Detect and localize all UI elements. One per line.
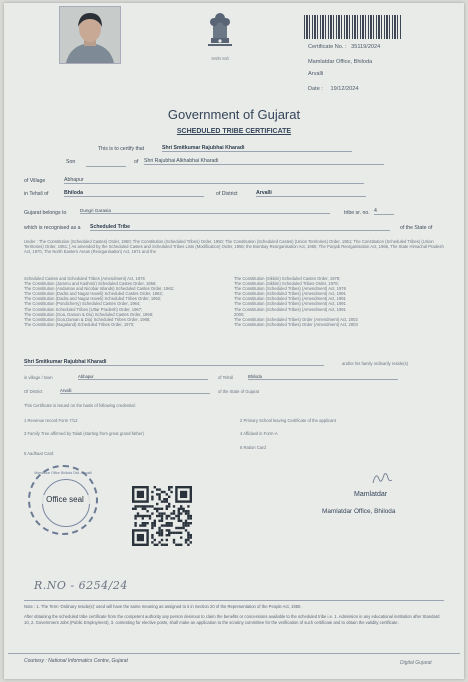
- office-line1: Mamlatdar Office, Bhiloda: [308, 59, 373, 65]
- tehsil-value: Bhiloda: [64, 190, 204, 197]
- note-divider: [24, 600, 444, 601]
- certificate-page: [4, 3, 464, 679]
- tribe-no-label: tribe sr. no.: [344, 210, 370, 216]
- office-seal-stamp: [28, 465, 98, 535]
- son-label: Son: [66, 159, 76, 165]
- order-item: Scheduled Castes and Scheduled Tribes (Amendment) Act, 1976: [24, 276, 145, 281]
- order-item: The Constitution (Scheduled Tribes) Order (Amendment) Act, 2002: [234, 316, 358, 322]
- tehsil-label: in Tehsil of: [24, 191, 49, 197]
- credential-item: 1 Revenue record Form 7/12: [24, 418, 78, 423]
- qr-code-icon: [132, 486, 192, 546]
- order-item: The Constitution (Scheduled Tribes) (Amendment) Act, 1991: [234, 301, 346, 307]
- note-1: Note : 1. The Term 'Ordinary reside(s)' used will have the same meaning as assigned to it in Section 20 of the Representation of the People Act, 1950.: [24, 604, 302, 609]
- order-item: The Constitution (Andaman and Nicobar Islands) Scheduled Castes Order, 1962;: [24, 286, 175, 292]
- district-value: Arvalli: [256, 190, 366, 197]
- applicant-photo: [59, 6, 121, 64]
- family-reside-text: and/or his family ordinarily reside(s): [342, 361, 409, 366]
- resides-village: Abhapur: [78, 374, 208, 380]
- credential-item: 5 Aadhaar Card: [24, 451, 54, 456]
- order-item: The Constitution (Nagaland) Scheduled Tribes Order, 1970;: [24, 321, 135, 327]
- order-item: The Constitution (Dadra and Nagar Haveli) Scheduled Tribes Order, 1962;: [24, 296, 162, 302]
- of-label: of: [134, 159, 139, 165]
- order-item: The Constitution Scheduled Tribes (Uttar Pradesh) Order, 1967;: [24, 306, 143, 312]
- order-item: The Constitution (Jammu and Kashmir) Scheduled Castes Order, 1956;: [24, 281, 157, 287]
- order-item: The Constitution (Pondicherry) Scheduled Castes Order, 1964;: [24, 301, 141, 307]
- order-item: The Constitution (Scheduled Tribes) (Amendment) Act, 1991: [234, 296, 346, 302]
- credential-item: 4 Affidavit in Form-A: [240, 431, 278, 436]
- page-title: Government of Gujarat: [167, 107, 301, 122]
- handwritten-rno: R.NO - 6254/24: [34, 579, 128, 592]
- order-item: The Constitution (Dadra and Nagar Haveli) Scheduled Castes Order, 1962;: [24, 291, 163, 297]
- signature-mark-icon: [370, 469, 394, 492]
- note-2: After obtaining the scheduled tribe certificate from the competent authority any person desirous to claim the benefits or concessions available to the scheduled tribe i.e. 1. Admission in any educational institution after Standard 10, 2. Government Jobs (Public Employment), 3. contesting for elective posts, shall make an application to the scrutiny committee for the verification of such certificate and to obtain the validity certificate.: [24, 614, 440, 625]
- order-item: The Constitution (Sikkim) Scheduled Tribes Order, 1978;: [234, 281, 339, 287]
- belongs-label: Gujarat belongs to: [24, 210, 67, 216]
- footer-courtesy: Courtesy : National Informatics Centre, Gujarat: [24, 658, 128, 664]
- footer-right: Digital Gujarat: [400, 660, 432, 666]
- footer-divider: [8, 653, 460, 654]
- state-label: of the State of: [400, 225, 433, 231]
- state-emblem-icon: [202, 8, 238, 60]
- recognised-as: Scheduled Tribe: [90, 224, 390, 231]
- applicant-name: Shri Smitkumar Rajubhai Kharadi: [162, 145, 352, 152]
- issue-date: Date : 19/12/2024: [308, 86, 359, 92]
- orders-right-list: [234, 276, 444, 327]
- resident-name: Shri Smitkumar Rajubhai Kharadi: [24, 359, 324, 366]
- orders-paragraph: Under : The Constitution (Scheduled Castes) Order, 1950; The Constitution (Scheduled Tribes) Order, 1950; The Constitution (Scheduled Castes) (Union Territories) Order, 1951; The Constitution (Scheduled Tribes) (Union Territories) Order, 1951; [ As amended by the Scheduled Castes and Scheduled Tribes Lists (Modification) Order, 1956; the Bombay Reorganisation Act, 1960, The Punjab Reorganisation Act, 1966, The State Himachal Pradesh Act, 1970, The North Eastern Areas (Reorganisation) Act, 1971 and the: [24, 239, 444, 255]
- order-item: The Constitution (Goa,Daman & Diu) Scheduled Tribes Order, 1968;: [24, 316, 151, 322]
- certify-label: This is to certify that: [98, 146, 145, 152]
- village-label: of Village: [24, 178, 46, 184]
- tribe-name: Dungri Garasia: [80, 208, 330, 214]
- order-item: The Constitution (Sikkim) Scheduled Castes Order, 1978;: [234, 276, 341, 281]
- resides-tehsil-label: of Tehsil: [218, 375, 234, 380]
- orders-left-list: [24, 276, 229, 327]
- order-item: The Constitution (Goa, Daman & Diu) Scheduled Castes Order, 1968;: [24, 311, 154, 317]
- signatory-title: Mamlatdar: [354, 491, 388, 498]
- resides-district: Arvalli: [60, 388, 210, 394]
- order-item: The Constitution (Scheduled Tribes) (Amendment) Act, 1991: [234, 291, 346, 297]
- signatory-office: Mamlatdar Office, Bhiloda: [322, 508, 396, 515]
- resides-village-label: in village / town: [24, 375, 53, 380]
- credential-item: 6 Ration Card: [240, 445, 266, 450]
- order-item: The Constitution (Scheduled Tribes) (Amendment) Act, 1991: [234, 306, 346, 312]
- resides-state-text: of the State of Gujarat: [218, 389, 259, 394]
- village-value: Abhapur: [64, 177, 364, 184]
- recognised-label: which is recognised as a: [24, 225, 81, 231]
- emblem-caption: सत्यमेव जयते: [211, 57, 229, 61]
- tribe-no: 4: [374, 208, 394, 215]
- father-name: Shri Rajubhai Alkhabhai Kharadi: [144, 158, 384, 165]
- certificate-subtitle: SCHEDULED TRIBE CERTIFICATE: [176, 128, 292, 135]
- seal-label: Office seal: [36, 495, 94, 504]
- credential-item: 2 Primary School leaving Certificate of the applicant: [240, 418, 336, 423]
- credential-item: 3 Family Tree affirmed by Talati (starting from great grand-father): [24, 431, 144, 436]
- resides-district-label: Of District: [24, 389, 43, 394]
- certificate-number: Certificate No. : 35119/2024: [308, 44, 381, 50]
- barcode: [304, 15, 402, 39]
- order-item: The Constitution (Scheduled Tribes) Order (Amendment) Act, 2003: [234, 321, 358, 327]
- district-label: of District: [216, 191, 238, 197]
- order-item: The Constitution (Scheduled Tribes) (Amendment) Act, 1976: [234, 286, 346, 292]
- son-blank: [86, 166, 126, 167]
- resides-tehsil: Bhiloda: [248, 374, 398, 380]
- seal-rim-text: Mamlatdar Office Bhiloda Dist. Aravalli: [34, 471, 92, 475]
- office-line2: Arvalli: [308, 71, 324, 77]
- order-item: 2000;: [234, 311, 245, 317]
- basis-label: This Certificate is issued on the basis of following credential:: [24, 403, 136, 408]
